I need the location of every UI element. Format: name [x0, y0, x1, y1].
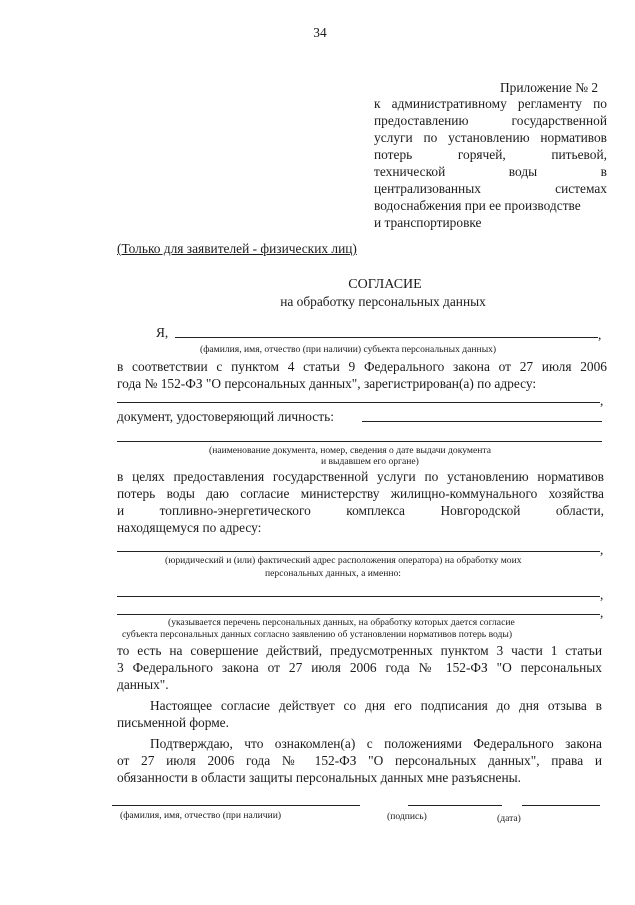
id-doc-hint: и выдавшем его органе): [321, 456, 419, 467]
appendix-line: услуги по установлению нормативов: [374, 130, 607, 145]
operator-address-field[interactable]: [117, 551, 600, 552]
id-doc-hint: (наименование документа, номер, сведения о дате выдачи документа: [209, 445, 491, 456]
signature-fio-field[interactable]: [112, 805, 360, 806]
actions-line: то есть на совершение действий, предусмотренных пунктом 3 части 1 статьи: [117, 643, 602, 658]
fio-field[interactable]: [175, 337, 598, 338]
id-doc-label: документ, удостоверяющий личность:: [117, 409, 334, 424]
purpose-line: потерь воды даю согласие министерству жилищно-коммунального хозяйства: [117, 486, 604, 501]
id-doc-field[interactable]: [362, 421, 602, 422]
page-number: 34: [313, 25, 327, 40]
operator-hint: персональных данных, а именно:: [265, 568, 401, 579]
appendix-line: к административному регламенту по: [374, 96, 607, 111]
signature-sign-hint: (подпись): [387, 811, 427, 822]
purpose-line: находящемуся по адресу:: [117, 520, 262, 535]
operator-hint: (юридический и (или) фактический адрес расположения оператора) на обработку моих: [165, 555, 522, 566]
signature-date-hint: (дата): [497, 813, 521, 824]
accordance-line: года № 152-ФЗ "О персональных данных", зарегистрирован(а) по адресу:: [117, 376, 537, 391]
line-comma: ,: [600, 542, 604, 557]
validity-line: Настоящее согласие действует со дня его подписания до дня отзыва в: [150, 698, 602, 713]
actions-line: 3 Федерального закона от 27 июля 2006 года № 152-ФЗ "О персональных: [117, 660, 602, 675]
confirm-line: обязанности в области защиты персональных данных мне разъяснены.: [117, 770, 521, 785]
data-list-hint: субъекта персональных данных согласно заявлению об установлении нормативов потерь воды): [122, 629, 513, 640]
line-comma: ,: [598, 327, 602, 342]
appendix-line: потерь горячей, питьевой,: [374, 147, 607, 162]
data-list-field-2[interactable]: [117, 614, 600, 615]
signature-fio-hint: (фамилия, имя, отчество (при наличии): [120, 810, 282, 821]
doc-title: СОГЛАСИЕ: [348, 277, 422, 292]
signature-date-field[interactable]: [522, 805, 600, 806]
appendix-line: предоставлению государственной: [374, 113, 607, 128]
line-comma: ,: [600, 393, 604, 408]
applicant-note: (Только для заявителей - физических лиц): [117, 241, 357, 256]
id-doc-field-2[interactable]: [117, 441, 602, 442]
validity-line: письменной форме.: [117, 715, 229, 730]
appendix-line: водоснабжения при ее производстве: [374, 198, 581, 213]
appendix-line: централизованных системах: [374, 181, 607, 196]
appendix-line: технической воды в: [374, 164, 607, 179]
accordance-line: в соответствии с пунктом 4 статьи 9 Федерального закона от 27 июля 2006: [117, 359, 607, 374]
data-list-hint: (указывается перечень персональных данных, на обработку которых дается согласие: [168, 617, 515, 628]
appendix-title: Приложение № 2: [500, 80, 599, 95]
confirm-line: Подтверждаю, что ознакомлен(а) с положениями Федерального закона: [150, 736, 602, 751]
line-comma: ,: [600, 605, 604, 620]
line-comma: ,: [600, 587, 604, 602]
confirm-line: от 27 июля 2006 года № 152-ФЗ "О персональных данных", права и: [117, 753, 602, 768]
i-label: Я,: [156, 325, 169, 340]
actions-line: данных".: [117, 677, 169, 692]
purpose-line: в целях предоставления государственной услуги по установлению нормативов: [117, 469, 604, 484]
purpose-line: и топливно-энергетического комплекса Новгородской области,: [117, 503, 604, 518]
data-list-field[interactable]: [117, 596, 600, 597]
fio-hint: (фамилия, имя, отчество (при наличии) субъекта персональных данных): [200, 344, 497, 355]
doc-subtitle: на обработку персональных данных: [280, 294, 486, 309]
appendix-line: и транспортировке: [374, 215, 482, 230]
address-field[interactable]: [117, 402, 600, 403]
signature-sign-field[interactable]: [408, 805, 502, 806]
